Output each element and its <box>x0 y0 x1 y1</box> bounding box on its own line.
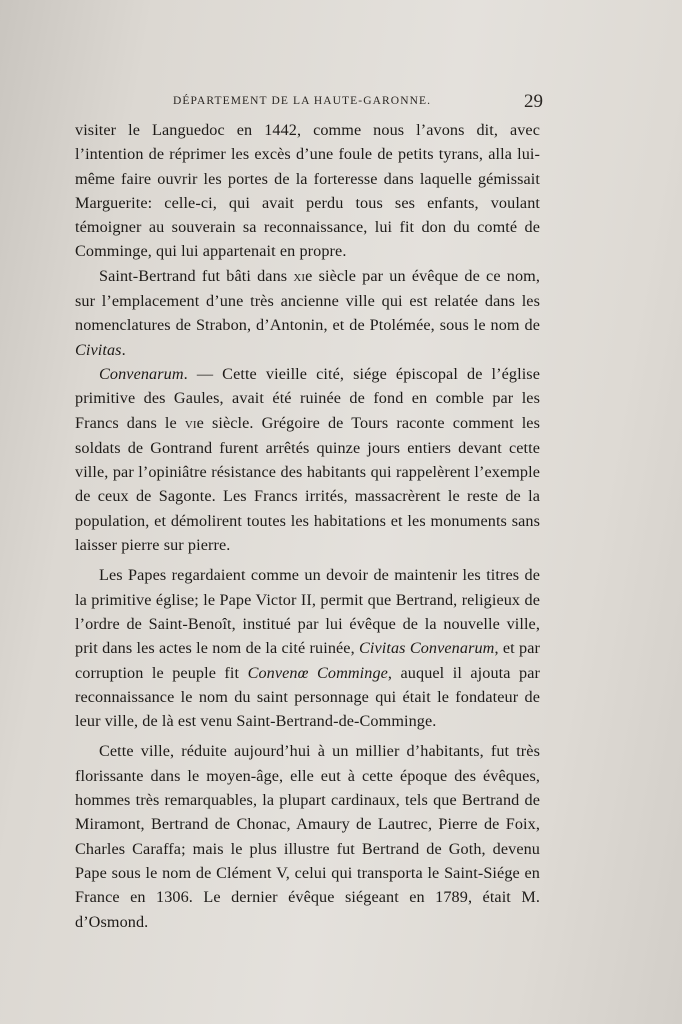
text-span: Convenarum <box>99 364 184 383</box>
text-span: , auquel il ajouta par reconnaissance le nom du saint personnage qui était le fondateur de leur ville, de là est venu Saint-Bertrand-de-Comminge. <box>75 663 540 731</box>
running-head <box>75 92 545 114</box>
text-span: visiter le Languedoc en 1442, comme nous l’avons dit, avec l’intention de réprimer les excès d’une foule de petits tyrans, alla lui-même faire ouvrir les portes de la forteresse dans laquelle gémissait Marguerite: celle-ci, qui avait perdu tous ses enfants, voulant témoigner au souverain sa reconnaissance, lui fit don du comté de Comminge, qui lui appartenait en propre. <box>75 121 540 261</box>
text-span: . — Cette vieille cité, siége épiscopal de l’église primitive des Gaules, avait été ruinée de fond en comble par les Francs dans le <box>75 364 540 432</box>
text-span: Civitas Convenarum <box>359 639 495 658</box>
paragraph <box>75 118 540 264</box>
text-span: Cette ville, réduite aujourd’hui à un millier d’habitants, fut très florissante dans le moyen-âge, elle eut à cette époque des évêques, hommes très remarquables, la plupart cardinaux, tels que Bertrand de Miramont, Bertrand de Chonac, Amaury de Lautrec, Pierre de Foix, Charles Caraffa; mais le plus illustre fut Bertrand de Goth, devenu Pape sous le nom de Clément V, celui qui transporta le Saint-Siége en France en 1306. Le dernier évêque siégeant en 1789, était M. d’Osmond. <box>75 742 540 931</box>
page-number: 29 <box>524 91 543 112</box>
paragraph <box>75 362 540 557</box>
text-span: Les Papes regardaient comme un devoir de maintenir les titres de la primitive église; le Pape Victor II, permit que Bertrand, religieux de l’ordre de Saint-Benoît, institué par lui évêque de la nouvelle ville, prit dans les actes le nom de la cité ruinée, <box>75 566 540 658</box>
running-title: DÉPARTEMENT DE LA HAUTE-GARONNE. <box>173 95 432 107</box>
text-span: . <box>121 340 126 359</box>
text-span: Civitas <box>75 340 122 359</box>
text-span: vi <box>184 415 197 432</box>
text-span: , et par corruption le peuple fit <box>75 639 540 682</box>
paragraph <box>75 563 540 733</box>
text-span: e siècle. Grégoire de Tours raconte comment les soldats de Gontrand furent arrêtés quinze jours entiers devant cette ville, par l’opiniâtre résistance des habitants qui rappelèrent l’exemple de ceux de Sagonte. Les Francs irrités, massacrèrent le reste de la population, et démolirent toutes les habitations et les monuments sans laisser pierre sur pierre. <box>75 413 540 555</box>
text-span: e siècle par un évêque de ce nom, sur l’emplacement d’une très ancienne ville qui est relatée dans les nomenclatures de Strabon, d’Antonin, et de Ptolémée, sous le nom de <box>75 266 540 335</box>
text-span: Convenœ Comminge <box>247 663 388 682</box>
paragraph <box>75 739 540 933</box>
text-span: xi <box>293 268 306 285</box>
text-span: Saint-Bertrand fut bâti dans <box>99 266 294 285</box>
body-text <box>75 118 540 934</box>
paragraph <box>75 264 540 362</box>
